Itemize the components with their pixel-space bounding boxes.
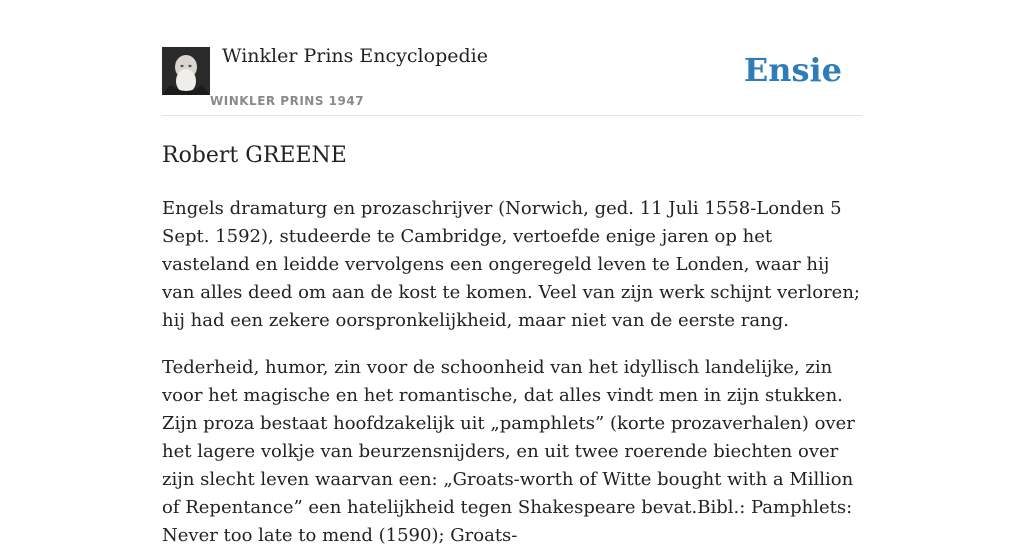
avatar[interactable] (162, 47, 210, 95)
site-subtitle[interactable]: WINKLER PRINS 1947 (210, 94, 365, 108)
brand-logo[interactable]: Ensie (743, 51, 842, 89)
site-header (162, 0, 862, 116)
author-portrait-icon (162, 47, 210, 95)
article-paragraph: Tederheid, humor, zin voor de schoonheid van het idyllisch landelijke, zin voor het magische en het romantische, dat alles vindt men in zijn stukken. Zijn proza bestaat hoofdzakelijk uit „pamphlets” (korte prozaverhalen) over het lagere volkje van beurzensnijders, en uit twee roerende biechten over zijn slecht leven waarvan een: „Groats-worth of Witte bought with a Million of Repentance” een hatelijkheid tegen Shakespeare bevat.Bibl.: Pamphlets: Never too late to mend (1590); Groats- (162, 357, 855, 546)
article-paragraph: Engels dramaturg en prozaschrijver (Norwich, ged. 11 Juli 1558-Londen 5 Sept. 1592), studeerde te Cambridge, vertoefde enige jaren op het vasteland en leidde vervolgens een ongeregeld leven te Londen, waar hij van alles deed om aan de kost te komen. Veel van zijn werk schijnt verloren; hij had een zekere oorspronkelijkheid, maar niet van de eerste rang. (162, 198, 860, 331)
article-title: Robert GREENE (162, 143, 347, 168)
site-title[interactable]: Winkler Prins Encyclopedie (222, 45, 488, 67)
content-column (162, 0, 862, 550)
